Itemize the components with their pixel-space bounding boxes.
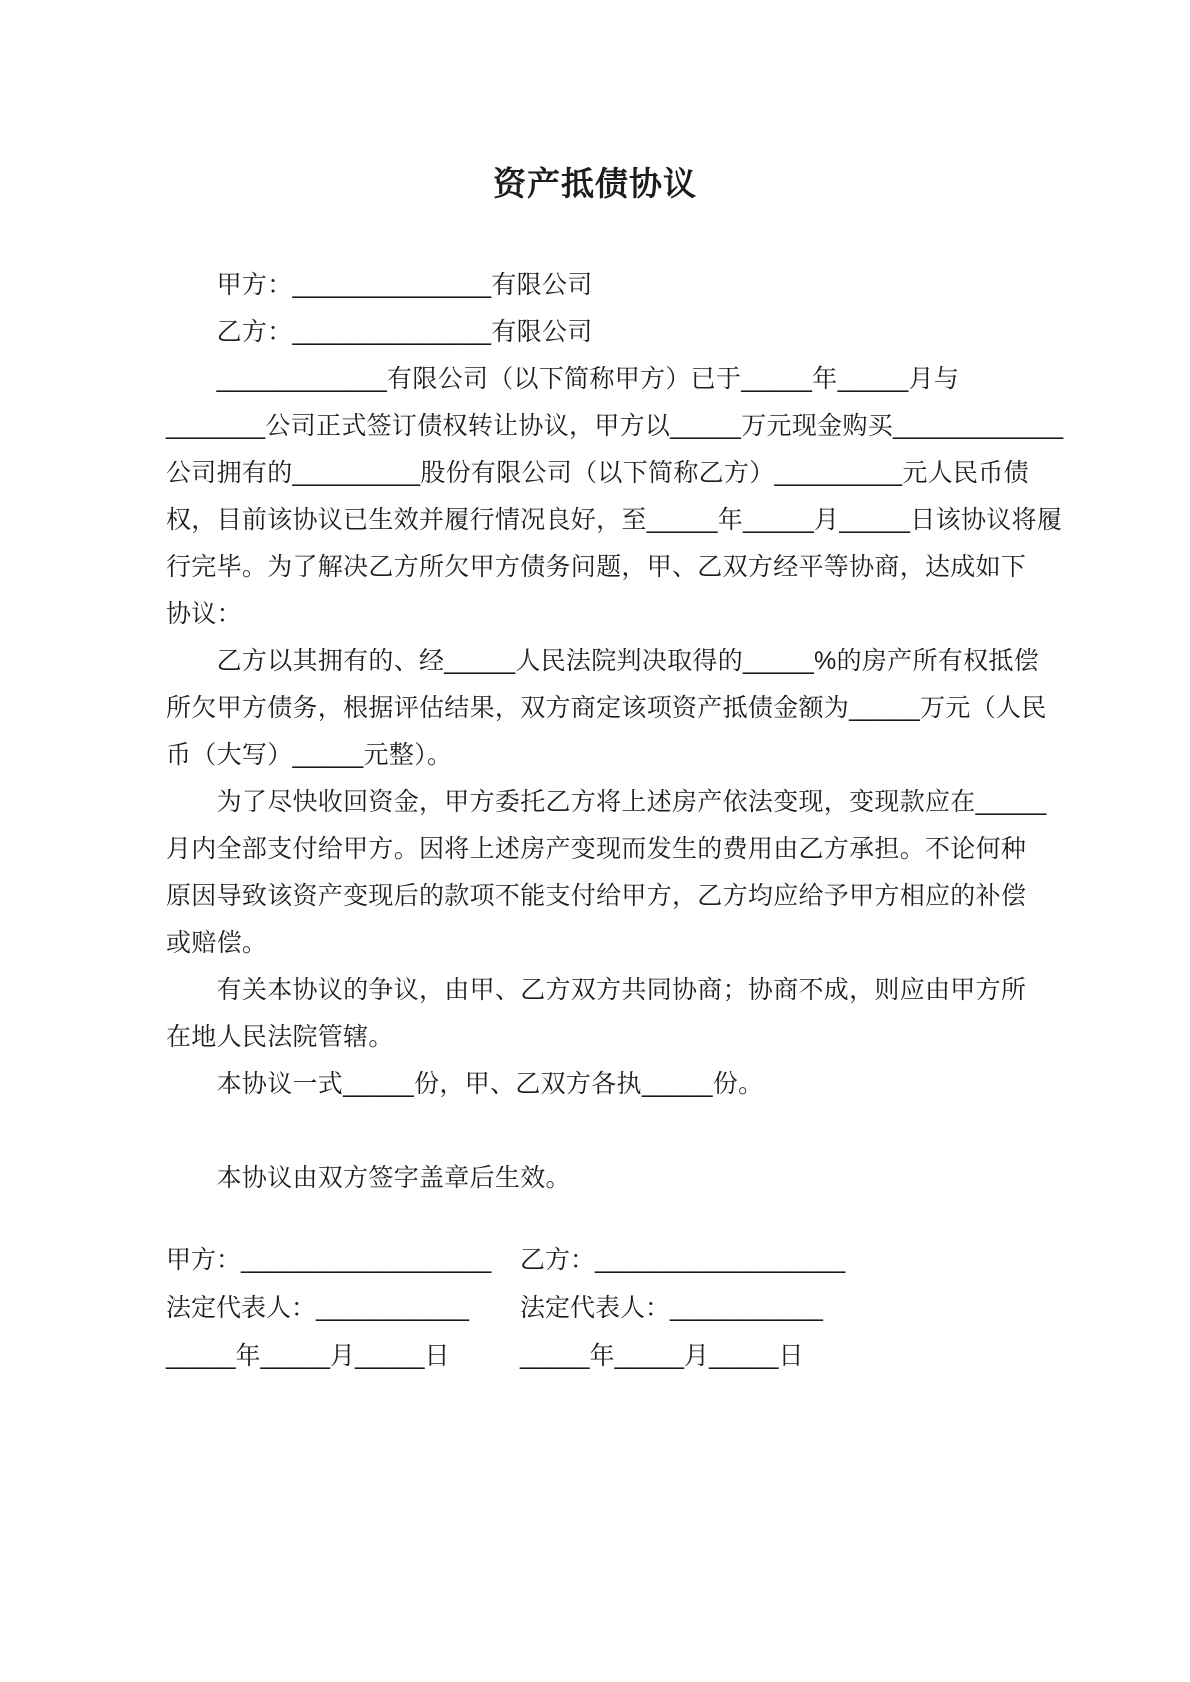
body-line: ____________有限公司（以下简称甲方）已于_____年_____月与	[166, 365, 960, 393]
party-b-signature-line: 乙方：__________________	[520, 1246, 846, 1274]
body-line: 公司拥有的_________股份有限公司（以下简称乙方）_________元人民币债	[166, 459, 1029, 487]
signature-block	[166, 1236, 1030, 1380]
blank-line	[166, 1108, 1030, 1155]
legal-rep-b-line: 法定代表人：___________	[520, 1294, 823, 1322]
body-line: 行完毕。为了解决乙方所欠甲方债务问题，甲、乙双方经平等协商，达成如下	[166, 553, 1027, 581]
effectiveness-line: 本协议由双方签字盖章后生效。	[166, 1164, 571, 1192]
document-title: 资产抵债协议	[493, 165, 697, 202]
legal-representatives-row	[166, 1284, 1030, 1332]
body-line: 或赔偿。	[166, 929, 268, 957]
body-line: 有关本协议的争议，由甲、乙方双方共同协商；协商不成，则应由甲方所	[166, 976, 1027, 1004]
body-line: 协议：	[166, 600, 242, 628]
body-line: 所欠甲方债务，根据评估结果，双方商定该项资产抵债金额为_____万元（人民	[166, 694, 1047, 722]
body-line: 币（大写）_____元整）。	[166, 741, 453, 769]
body-line: 为了尽快收回资金，甲方委托乙方将上述房产依法变现，变现款应在_____	[166, 788, 1047, 816]
body-line: 原因导致该资产变现后的款项不能支付给甲方，乙方均应给予甲方相应的补偿	[166, 882, 1027, 910]
date-b-line: _____年_____月_____日	[520, 1342, 804, 1370]
date-a-line: _____年_____月_____日	[166, 1342, 450, 1370]
signature-parties-row	[166, 1236, 1030, 1284]
body-line: 权，目前该协议已生效并履行情况良好，至_____年_____月_____日该协议将履	[166, 506, 1063, 534]
body-line: 在地人民法院管辖。	[166, 1023, 394, 1051]
body-line: 月内全部支付给甲方。因将上述房产变现而发生的费用由乙方承担。不论何种	[166, 835, 1027, 863]
signature-dates-row	[166, 1332, 1030, 1380]
document-body	[0, 210, 1190, 1380]
party-a-header-line: 甲方：______________有限公司	[166, 271, 593, 299]
body-line: 本协议一式_____份，甲、乙双方各执_____份。	[166, 1070, 764, 1098]
party-b-header-line: 乙方：______________有限公司	[166, 318, 593, 346]
legal-rep-a-line: 法定代表人：___________	[166, 1294, 469, 1322]
body-line: 乙方以其拥有的、经_____人民法院判决取得的_____%的房产所有权抵偿	[166, 647, 1039, 675]
party-a-signature-line: 甲方：__________________	[166, 1246, 492, 1274]
body-line: _______公司正式签订债权转让协议，甲方以_____万元现金购买____________	[166, 412, 1064, 440]
